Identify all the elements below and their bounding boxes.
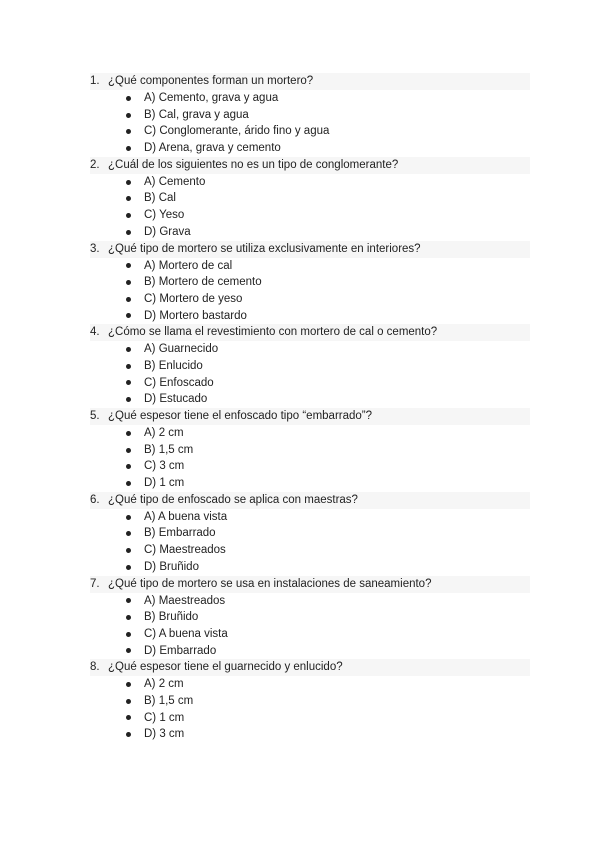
question-row (90, 576, 530, 593)
quiz-list (90, 73, 530, 743)
option-text: C) Mortero de yeso (144, 292, 243, 305)
option-list (90, 341, 530, 408)
question-row (90, 73, 530, 90)
option-item (90, 475, 530, 492)
option-list (90, 258, 530, 325)
bullet-icon (126, 347, 131, 352)
option-item (90, 341, 530, 358)
option-item (90, 291, 530, 308)
question-number: 4. (90, 326, 100, 339)
question-5 (90, 408, 530, 492)
option-item (90, 693, 530, 710)
option-item (90, 90, 530, 107)
question-number: 1. (90, 75, 100, 87)
question-8 (90, 659, 530, 743)
option-list (90, 676, 530, 743)
question-number: 8. (90, 661, 100, 674)
question-row (90, 408, 530, 425)
bullet-icon (126, 464, 131, 469)
question-row (90, 157, 530, 174)
option-list (90, 425, 530, 492)
option-item (90, 107, 530, 124)
question-4 (90, 324, 530, 408)
option-text: A) Maestreados (144, 594, 226, 607)
bullet-icon (126, 632, 131, 637)
bullet-icon (126, 715, 131, 720)
option-item (90, 308, 530, 325)
bullet-icon (126, 113, 131, 118)
question-number: 2. (90, 158, 100, 171)
option-item (90, 726, 530, 743)
option-item (90, 190, 530, 207)
bullet-icon (126, 548, 131, 553)
option-item (90, 207, 530, 224)
bullet-icon (126, 699, 131, 704)
option-text: A) 2 cm (144, 678, 184, 691)
option-text: D) Embarrado (144, 644, 217, 657)
option-text: D) 1 cm (144, 477, 185, 490)
bullet-icon (126, 565, 131, 570)
question-text: ¿Qué tipo de mortero se usa en instalaciones de saneamiento? (108, 577, 432, 590)
option-item (90, 559, 530, 576)
option-item (90, 509, 530, 526)
question-text: ¿Qué tipo de enfoscado se aplica con maestras? (108, 493, 358, 506)
question-row (90, 241, 530, 258)
bullet-icon (126, 448, 131, 453)
question-text: ¿Cuál de los siguientes no es un tipo de conglomerante? (108, 158, 399, 171)
bullet-icon (126, 598, 131, 603)
option-text: B) 1,5 cm (144, 443, 194, 456)
option-item (90, 391, 530, 408)
bullet-icon (126, 96, 131, 101)
option-item (90, 123, 530, 140)
question-1 (90, 73, 530, 157)
bullet-icon (126, 297, 131, 302)
option-text: B) Embarrado (144, 527, 216, 540)
bullet-icon (126, 431, 131, 436)
option-text: D) Grava (144, 225, 191, 238)
bullet-icon (126, 682, 131, 687)
option-item (90, 593, 530, 610)
option-text: C) Yeso (144, 209, 185, 222)
question-text: ¿Qué componentes forman un mortero? (108, 75, 314, 87)
option-list (90, 509, 530, 576)
bullet-icon (126, 615, 131, 620)
option-text: D) 3 cm (144, 728, 185, 741)
question-6 (90, 492, 530, 576)
question-number: 7. (90, 577, 100, 590)
question-row (90, 659, 530, 676)
option-item (90, 358, 530, 375)
option-text: A) 2 cm (144, 427, 184, 439)
option-item (90, 525, 530, 542)
bullet-icon (126, 180, 131, 185)
question-3 (90, 241, 530, 325)
bullet-icon (126, 397, 131, 402)
option-text: A) Guarnecido (144, 343, 219, 356)
question-row (90, 324, 530, 341)
bullet-icon (126, 230, 131, 235)
option-list (90, 174, 530, 241)
question-row (90, 492, 530, 509)
bullet-icon (126, 648, 131, 653)
option-text: B) Enlucido (144, 359, 203, 372)
option-item (90, 224, 530, 241)
option-text: C) Conglomerante, árido fino y agua (144, 125, 330, 138)
option-text: A) Cemento, grava y agua (144, 92, 279, 104)
question-text: ¿Cómo se llama el revestimiento con mortero de cal o cemento? (108, 326, 438, 339)
bullet-icon (126, 146, 131, 151)
option-text: C) Maestreados (144, 544, 226, 557)
bullet-icon (126, 364, 131, 369)
option-text: D) Mortero bastardo (144, 309, 247, 322)
option-item (90, 542, 530, 559)
question-number: 6. (90, 493, 100, 506)
option-item (90, 442, 530, 459)
option-item (90, 710, 530, 727)
option-item (90, 140, 530, 157)
bullet-icon (126, 313, 131, 318)
option-item (90, 643, 530, 660)
option-item (90, 458, 530, 475)
bullet-icon (126, 196, 131, 201)
question-number: 5. (90, 410, 100, 422)
option-list (90, 90, 530, 157)
option-item (90, 626, 530, 643)
question-text: ¿Qué espesor tiene el enfoscado tipo “embarrado”? (108, 410, 373, 422)
option-item (90, 425, 530, 442)
bullet-icon (126, 129, 131, 134)
bullet-icon (126, 213, 131, 218)
option-text: C) A buena vista (144, 627, 228, 640)
option-text: C) 3 cm (144, 460, 185, 473)
option-text: C) Enfoscado (144, 376, 214, 389)
bullet-icon (126, 263, 131, 268)
option-item (90, 174, 530, 191)
option-list (90, 593, 530, 660)
question-2 (90, 157, 530, 241)
option-text: B) 1,5 cm (144, 694, 194, 707)
bullet-icon (126, 531, 131, 536)
option-text: D) Bruñido (144, 560, 199, 573)
option-text: B) Mortero de cemento (144, 276, 262, 289)
question-text: ¿Qué espesor tiene el guarnecido y enlucido? (108, 661, 343, 674)
option-text: A) Cemento (144, 175, 206, 188)
bullet-icon (126, 280, 131, 285)
option-text: D) Estucado (144, 393, 208, 406)
option-text: B) Bruñido (144, 611, 199, 624)
question-7 (90, 576, 530, 660)
option-item (90, 375, 530, 392)
bullet-icon (126, 515, 131, 520)
question-text: ¿Qué tipo de mortero se utiliza exclusivamente en interiores? (108, 242, 421, 255)
question-number: 3. (90, 242, 100, 255)
option-item (90, 274, 530, 291)
option-text: B) Cal, grava y agua (144, 108, 249, 121)
option-text: D) Arena, grava y cemento (144, 142, 281, 155)
option-item (90, 676, 530, 693)
option-item (90, 609, 530, 626)
bullet-icon (126, 380, 131, 385)
bullet-icon (126, 481, 131, 486)
option-text: A) Mortero de cal (144, 259, 233, 272)
bullet-icon (126, 732, 131, 737)
option-text: B) Cal (144, 192, 176, 205)
option-text: C) 1 cm (144, 711, 185, 724)
option-item (90, 258, 530, 275)
option-text: A) A buena vista (144, 510, 228, 523)
